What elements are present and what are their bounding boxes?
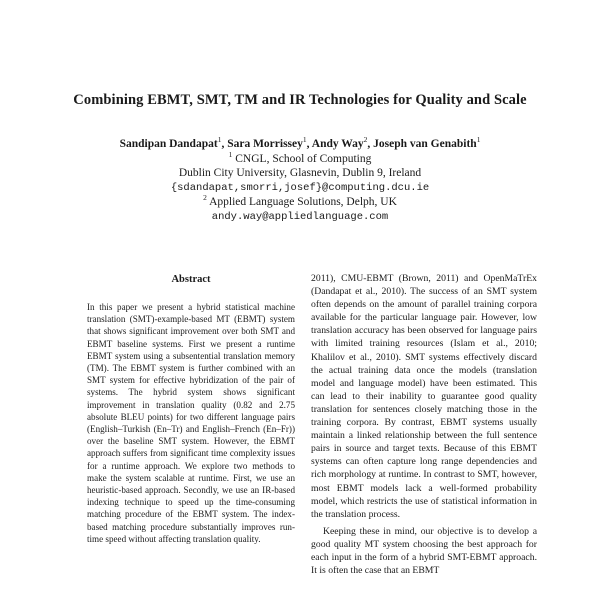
author-name: Sara Morrissey$^1$, bbox=[227, 135, 312, 150]
left-column bbox=[87, 274, 295, 545]
author-list bbox=[0, 137, 600, 152]
paper-title: Combining EBMT, SMT, TM and IR Technologies for Quality and Scale bbox=[73, 92, 527, 108]
affiliation-2-name: $^2$ Applied Language Solutions, Delph, UK bbox=[203, 193, 397, 209]
author-name: Andy Way$^2$, bbox=[311, 135, 374, 150]
author-name: Joseph van Genabith$^1$ bbox=[373, 135, 481, 150]
author-name: Sandipan Dandapat$^1$, bbox=[119, 135, 228, 150]
affiliation-2-email: andy.way@appliedlanguage.com bbox=[211, 210, 389, 223]
author-block bbox=[0, 137, 600, 225]
abstract-text: In this paper we present a hybrid statistical machine translation (SMT)-example-based MT (EBMT) system that shows significant improvement over both SMT and EBMT baseline systems. First we present a runtime EBMT system using a subsentential translation memory (TM). The EBMT system is further combined with an SMT system for effective hybridization of the pair of systems. The hybrid system shows significant improvement in translation quality (0.82 and 2.75 absolute BLEU points) for two different language pairs (English–Turkish (En–Tr) and English–French (En–Fr)) over the baseline SMT system. However, the EBMT approach suffers from significant time complexity issues for a runtime approach. We explore two methods to make the system scalable at runtime. First, we use an heuristic-based approach. Secondly, we use an IR-based indexing technique to speed up the time-consuming matching procedure of the EBMT system. The index-based matching procedure substantially improves run-time speed without affecting translation quality. bbox=[87, 302, 295, 544]
body-paragraph-2: Keeping these in mind, our objective is to develop a good quality MT system choosing the best approach for each input in the form of a hybrid SMT-EBMT approach. It is often the case that an EBMT bbox=[311, 525, 537, 577]
affiliation-1-name: $^1$ CNGL, School of Computing bbox=[228, 149, 372, 165]
affiliation-1-email: {sdandapat,smorri,josef}@computing.dcu.ie bbox=[170, 181, 430, 194]
right-column bbox=[311, 272, 537, 577]
abstract-heading: Abstract bbox=[171, 274, 211, 285]
affiliation-1-address: Dublin City University, Glasnevin, Dublin 9, Ireland bbox=[178, 167, 422, 180]
body-paragraph-1: 2011), CMU-EBMT (Brown, 2011) and OpenMaTrEx (Dandapat et al., 2010). The success of an SMT system often depends on the amount of parallel training corpora available for the particular language pair. However, low translation accuracy has been observed for language pairs with limited training resources (Islam et al., 2010; Khalilov et al., 2010). SMT systems effectively discard the actual training data once the models (translation model and language model) have been estimated. This can lead to their inability to guarantee good quality translation for sentences closely matching those in the training corpora. By contrast, EBMT systems usually maintain a linked relationship between the full sentence pairs in source and target texts. Because of this EBMT systems can often capture long range dependencies and rich morphology at runtime. In contrast to SMT, however, most EBMT models lack a well-formed probability model, which restricts the use of statistical information in the translation process. bbox=[311, 273, 537, 520]
